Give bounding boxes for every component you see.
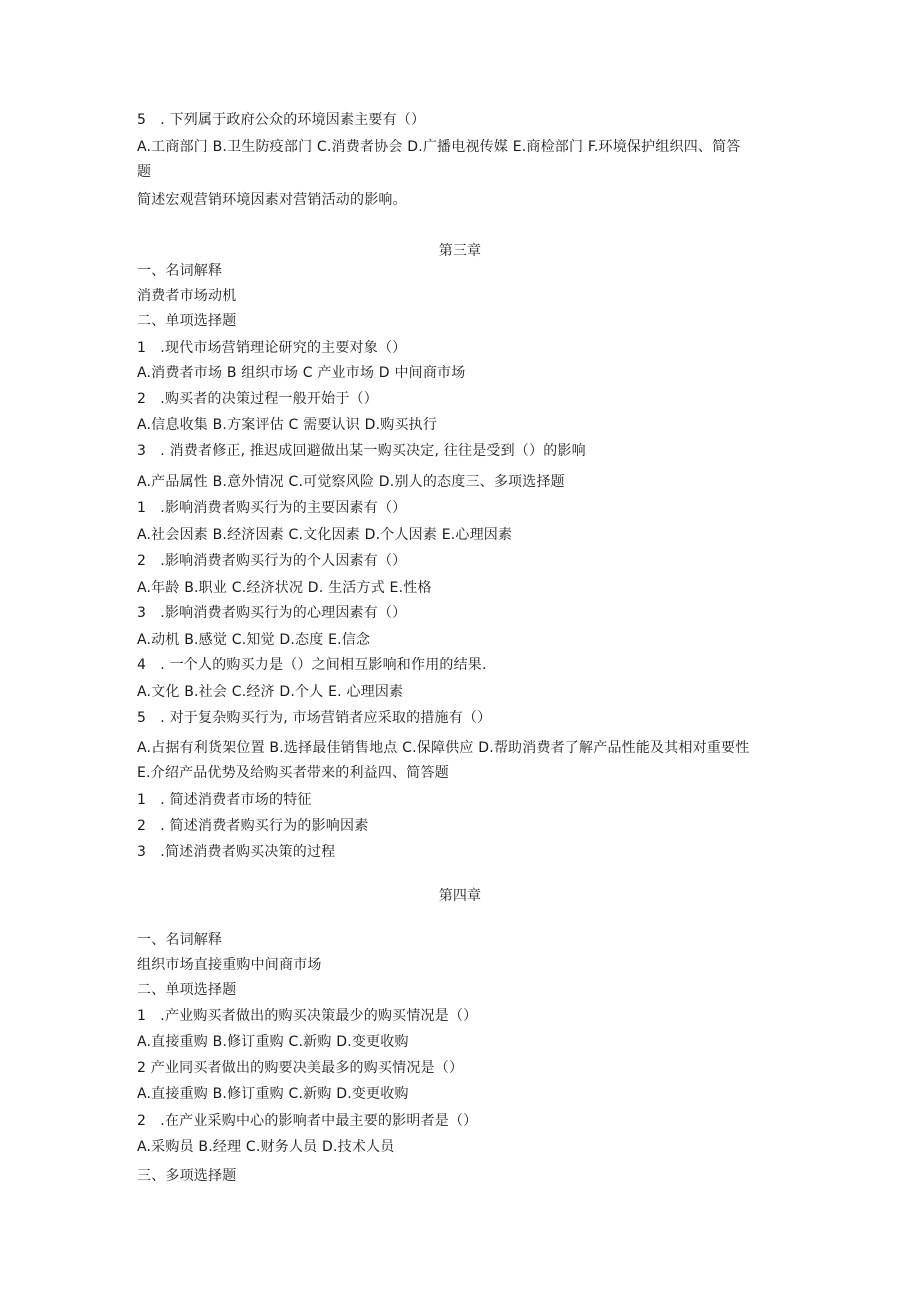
term-list: 组织市场直接重购中间商市场: [137, 957, 322, 973]
question-text: 2 .在产业采购中心的影响者中最主要的影明者是（）: [137, 1113, 478, 1129]
question-text: 2 .影响消费者购买行为的个人因素有（）: [137, 553, 407, 569]
question-text: 5 . 下列属于政府公众的环境因素主要有（）: [137, 112, 426, 128]
question-text: 3 . 消费者修正, 推迟成回避做出某一购买决定, 往往是受到（）的影响: [137, 443, 586, 459]
chapter-heading: 第四章: [438, 888, 482, 904]
answer-options: A.文化 B.社会 C.经济 D.个人 E. 心理因素: [137, 684, 404, 700]
section-heading: 二、单项选择题: [137, 982, 237, 998]
answer-options: A.消费者市场 B 组织市场 C 产业市场 D 中间商市场: [137, 365, 466, 381]
question-text: 5 . 对于复杂购买行为, 市场营销者应采取的措施有（）: [137, 710, 492, 726]
question-text: 1 .产业购买者做出的购买决策最少的购买情况是（）: [137, 1008, 478, 1024]
section-heading: 一、名词解释: [137, 932, 223, 948]
answer-options: A.年龄 B.职业 C.经济状况 D. 生活方式 E.性格: [137, 580, 432, 596]
answer-options: A.占据有利货架位置 B.选择最佳销售地点 C.保障供应 D.帮助消费者了解产品性能及其相对重要性: [137, 740, 750, 756]
question-text: 3 .影响消费者购买行为的心理因素有（）: [137, 605, 407, 621]
chapter-heading: 第三章: [438, 243, 482, 259]
section-heading: 一、名词解释: [137, 263, 223, 279]
essay-question: 简述宏观营销环境因素对营销活动的影响。: [137, 192, 407, 208]
answer-options: A.采购员 B.经理 C.财务人员 D.技术人员: [137, 1139, 395, 1155]
essay-question: 3 .简述消费者购买决策的过程: [137, 844, 336, 860]
question-text: 4 . 一个人的购买力是（）之间相互影响和作用的结果.: [137, 657, 487, 673]
answer-options: A.工商部门 B.卫生防疫部门 C.消费者协会 D.广播电视传媒 E.商检部门 F.环境保护组织四、简答: [137, 139, 741, 155]
answer-options: E.介绍产品优势及给购买者带来的利益四、简答题: [137, 765, 449, 781]
answer-options: A.直接重购 B.修订重购 C.新购 D.变更收购: [137, 1086, 409, 1102]
text-line: 题: [137, 164, 152, 180]
answer-options: A.信息收集 B.方案评估 C 需要认识 D.购买执行: [137, 417, 438, 433]
question-text: 2 产业同买者做出的购要决美最多的购买情况是（）: [137, 1060, 464, 1076]
question-text: 1 .影响消费者购买行为的主要因素有（）: [137, 500, 407, 516]
answer-options: A.社会因素 B.经济因素 C.文化因素 D.个人因素 E.心理因素: [137, 527, 513, 543]
question-text: 2 .购买者的决策过程一般开始于（）: [137, 391, 378, 407]
answer-options: A.产品属性 B.意外情况 C.可觉察风险 D.别人的态度三、多项选择题: [137, 474, 565, 490]
answer-options: A.动机 B.感觉 C.知觉 D.态度 E.信念: [137, 632, 371, 648]
term-list: 消费者市场动机: [137, 288, 237, 304]
essay-question: 2 . 简述消费者购买行为的影响因素: [137, 818, 369, 834]
question-text: 1 .现代市场营销理论研究的主要对象（）: [137, 340, 407, 356]
section-heading: 二、单项选择题: [137, 313, 237, 329]
section-heading: 三、多项选择题: [137, 1168, 237, 1184]
answer-options: A.直接重购 B.修订重购 C.新购 D.变更收购: [137, 1034, 409, 1050]
essay-question: 1 . 简述消费者市场的特征: [137, 792, 312, 808]
